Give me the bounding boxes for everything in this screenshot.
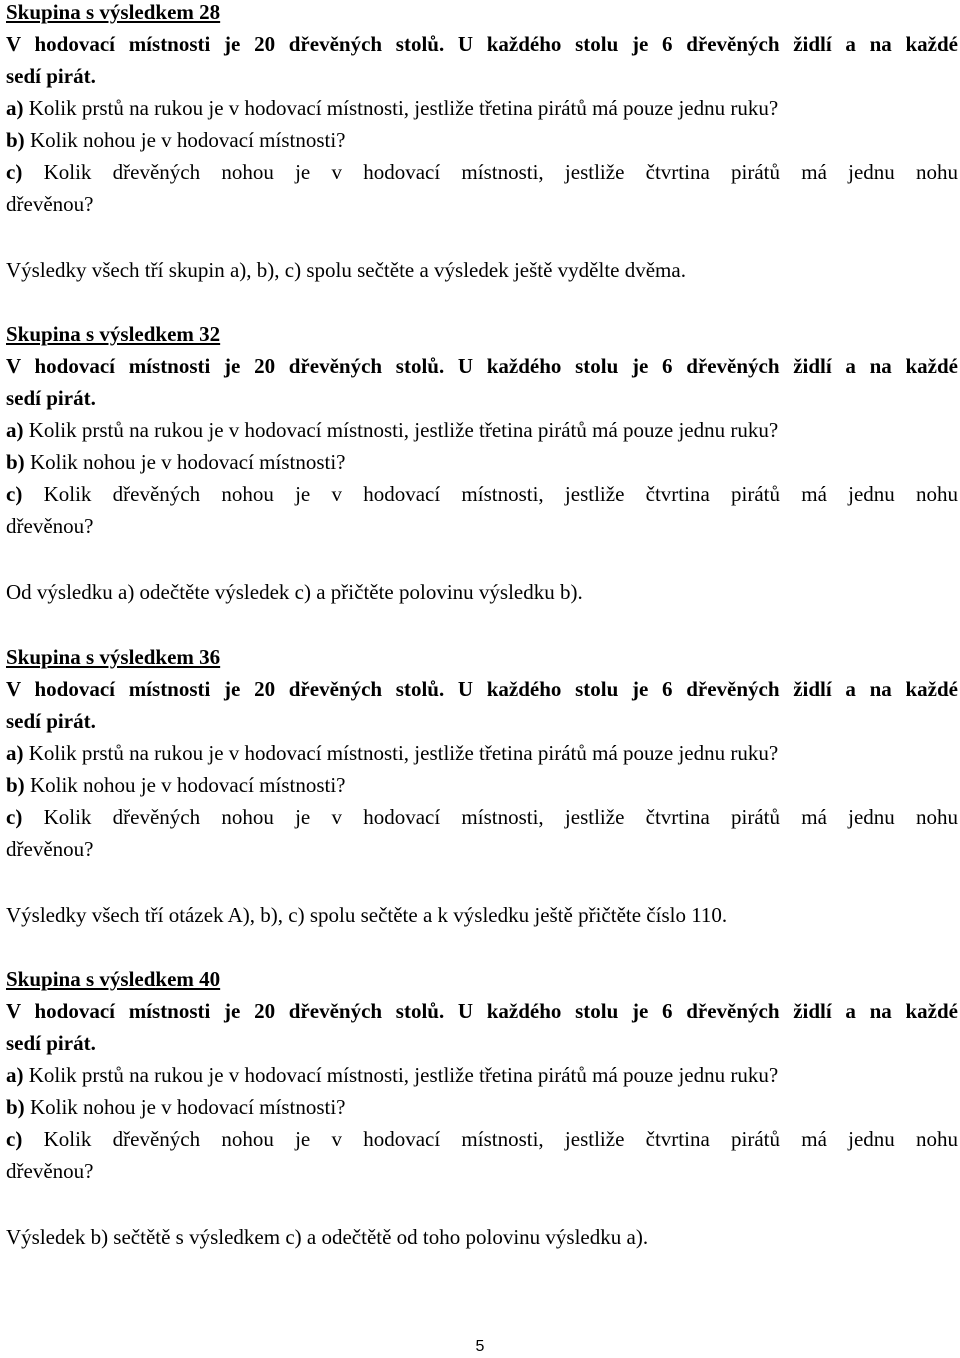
question-a-text: Kolik prstů na rukou je v hodovací místnosti, jestliže třetina pirátů má pouze jednu ruku? (28, 418, 779, 442)
group-instruction: Výsledek b) sečtětě s výsledkem c) a odečtětě od toho polovinu výsledku a). (6, 1225, 649, 1249)
group-title: Skupina s výsledkem 28 (6, 0, 221, 24)
group-instruction: Od výsledku a) odečtěte výsledek c) a přičtěte polovinu výsledku b). (6, 580, 583, 604)
task-group-32 (6, 318, 958, 608)
question-a-text: Kolik prstů na rukou je v hodovací místnosti, jestliže třetina pirátů má pouze jednu ruku? (28, 741, 779, 765)
group-intro-line-2: sedí pirát. (6, 1031, 96, 1055)
question-c-label: c) (6, 482, 23, 506)
question-b-text: Kolik nohou je v hodovací místnosti? (29, 1095, 346, 1119)
question-a (6, 92, 958, 124)
question-c-label: c) (6, 805, 23, 829)
question-c-text: Kolik dřevěných nohou je v hodovací místnosti, jestliže čtvrtina pirátů má jednu nohu (43, 805, 958, 829)
task-group-40 (6, 963, 958, 1253)
question-b-label: b) (6, 128, 25, 152)
question-a (6, 737, 958, 769)
question-a (6, 414, 958, 446)
group-instruction: Výsledky všech tří otázek A), b), c) spolu sečtěte a k výsledku ještě přičtěte číslo 110. (6, 903, 728, 927)
page-number: 5 (475, 1338, 485, 1355)
question-b-label: b) (6, 1095, 25, 1119)
question-c-continuation: dřevěnou? (6, 514, 94, 538)
question-c-continuation: dřevěnou? (6, 837, 94, 861)
question-a-text: Kolik prstů na rukou je v hodovací místnosti, jestliže třetina pirátů má pouze jednu ruku? (28, 96, 779, 120)
question-c-continuation: dřevěnou? (6, 1159, 94, 1183)
question-a-label: a) (6, 741, 24, 765)
question-b (6, 1091, 958, 1123)
question-c (6, 478, 958, 510)
question-a-label: a) (6, 96, 24, 120)
question-a-label: a) (6, 418, 24, 442)
group-instruction: Výsledky všech tří skupin a), b), c) spolu sečtěte a výsledek ještě vydělte dvěma. (6, 258, 686, 282)
question-b-text: Kolik nohou je v hodovací místnosti? (29, 450, 346, 474)
question-b-text: Kolik nohou je v hodovací místnosti? (29, 128, 346, 152)
question-c (6, 801, 958, 833)
question-c (6, 1123, 958, 1155)
question-c-label: c) (6, 1127, 23, 1151)
question-b (6, 769, 958, 801)
question-c-text: Kolik dřevěných nohou je v hodovací místnosti, jestliže čtvrtina pirátů má jednu nohu (43, 1127, 958, 1151)
group-intro-line-1: V hodovací místnosti je 20 dřevěných stolů. U každého stolu je 6 dřevěných židlí a na každé (6, 354, 958, 378)
question-c-text: Kolik dřevěných nohou je v hodovací místnosti, jestliže čtvrtina pirátů má jednu nohu (43, 482, 958, 506)
question-a-label: a) (6, 1063, 24, 1087)
group-title: Skupina s výsledkem 32 (6, 322, 221, 346)
task-group-28 (6, 0, 958, 286)
group-intro-line-1: V hodovací místnosti je 20 dřevěných stolů. U každého stolu je 6 dřevěných židlí a na každé (6, 677, 958, 701)
question-a-text: Kolik prstů na rukou je v hodovací místnosti, jestliže třetina pirátů má pouze jednu ruku? (28, 1063, 779, 1087)
question-b-label: b) (6, 773, 25, 797)
question-c-label: c) (6, 160, 23, 184)
group-intro-line-2: sedí pirát. (6, 386, 96, 410)
group-intro-line-1: V hodovací místnosti je 20 dřevěných stolů. U každého stolu je 6 dřevěných židlí a na každé (6, 999, 958, 1023)
question-b-text: Kolik nohou je v hodovací místnosti? (29, 773, 346, 797)
question-c-text: Kolik dřevěných nohou je v hodovací místnosti, jestliže čtvrtina pirátů má jednu nohu (43, 160, 958, 184)
question-c-continuation: dřevěnou? (6, 192, 94, 216)
group-intro-line-1: V hodovací místnosti je 20 dřevěných stolů. U každého stolu je 6 dřevěných židlí a na každé (6, 32, 958, 56)
group-title: Skupina s výsledkem 40 (6, 967, 221, 991)
question-a (6, 1059, 958, 1091)
group-intro-line-2: sedí pirát. (6, 709, 96, 733)
task-group-36 (6, 641, 958, 931)
question-c (6, 156, 958, 188)
group-title: Skupina s výsledkem 36 (6, 645, 221, 669)
group-intro-line-2: sedí pirát. (6, 64, 96, 88)
question-b-label: b) (6, 450, 25, 474)
question-b (6, 124, 958, 156)
question-b (6, 446, 958, 478)
